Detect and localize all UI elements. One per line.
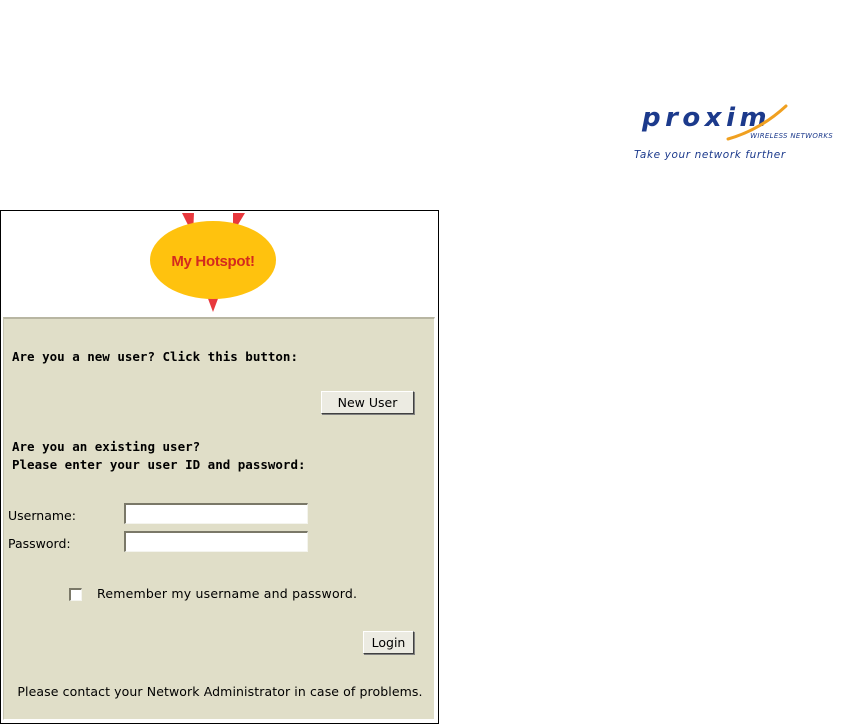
existing-user-prompt: Are you an existing user? <box>12 439 201 454</box>
proxim-logo-tagline: Take your network further <box>634 149 786 161</box>
remember-me-checkbox[interactable] <box>69 588 82 601</box>
proxim-logo-graphic <box>634 102 840 162</box>
username-label: Username: <box>8 508 76 523</box>
new-user-button[interactable]: New User <box>321 391 414 414</box>
login-panel <box>3 317 435 720</box>
username-input[interactable] <box>124 503 308 524</box>
hotspot-portal <box>0 210 439 724</box>
hotspot-title: My Hotspot! <box>171 253 255 270</box>
proxim-logo-wordmark: proxim <box>642 103 772 133</box>
proxim-logo-subtitle: WIRELESS NETWORKS <box>750 132 833 140</box>
credentials-prompt: Please enter your user ID and password: <box>12 457 306 472</box>
contact-admin-note: Please contact your Network Administrator in case of problems. <box>17 684 423 699</box>
portal-header <box>1 211 438 317</box>
login-button[interactable]: Login <box>363 631 414 654</box>
new-user-prompt: Are you a new user? Click this button: <box>12 349 298 364</box>
password-input[interactable] <box>124 531 308 552</box>
proxim-logo <box>634 102 840 162</box>
hotspot-balloon-graphic <box>149 211 279 315</box>
remember-me-label: Remember my username and password. <box>97 586 358 601</box>
password-label: Password: <box>8 536 71 551</box>
hotspot-balloon <box>149 211 279 315</box>
